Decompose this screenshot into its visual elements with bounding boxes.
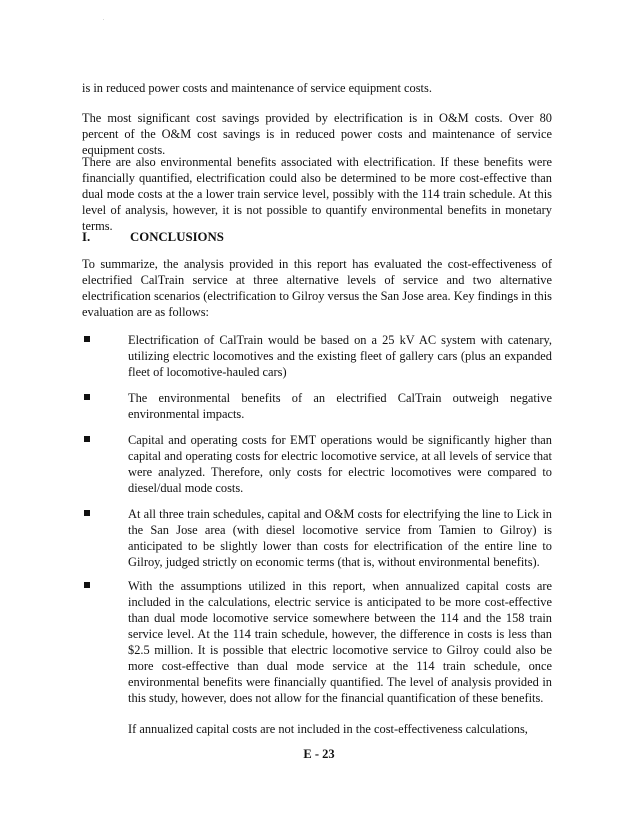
environmental-benefits-paragraph: There are also environmental benefits associated with electrification. If these benefits were financially quantified, electrification could also be determined to be more cost-effective than dual mode costs at the a lower train service level, possibly with the 114 train schedule. At this level of analysis, however, it is not possible to quantify environmental benefits in monetary terms. — [82, 155, 552, 233]
page-number: E - 23 — [303, 747, 335, 761]
square-bullet-icon — [84, 582, 90, 588]
section-number: I. — [82, 230, 91, 244]
square-bullet-icon — [84, 394, 90, 400]
section-title: CONCLUSIONS — [130, 230, 224, 244]
final-paragraph: If annualized capital costs are not included in the cost-effectiveness calculations, — [128, 722, 528, 736]
finding-text: Capital and operating costs for EMT operations would be significantly higher than capital and operating costs for electric locomotive service, at all levels of service that were analyzed. Therefore, only costs for electric locomotives were compared to diesel/dual mode costs. — [128, 433, 552, 495]
continuation-paragraph: is in reduced power costs and maintenance of service equipment costs. — [82, 81, 432, 95]
scan-speck — [103, 19, 104, 20]
savings-paragraph: The most significant cost savings provided by electrification is in O&M costs. Over 80 percent of the O&M cost savings is in reduced power costs and maintenance of service equipment costs. — [82, 111, 552, 157]
finding-text: The environmental benefits of an electrified CalTrain outweigh negative environmental impacts. — [128, 391, 552, 421]
section-heading — [82, 229, 552, 245]
square-bullet-icon — [84, 436, 90, 442]
square-bullet-icon — [84, 336, 90, 342]
square-bullet-icon — [84, 510, 90, 516]
finding-text: Electrification of CalTrain would be based on a 25 kV AC system with catenary, utilizing electric locomotives and the existing fleet of gallery cars (plus an expanded fleet of locomotive-hauled cars) — [128, 333, 552, 379]
finding-text: With the assumptions utilized in this report, when annualized capital costs are included in the calculations, electric service is anticipated to be more cost-effective than dual mode locomotive service somewhere between the 114 and the 158 train service level. At the 114 train schedule, however, the difference in costs is less than $2.5 million. It is possible that electric locomotive service to Gilroy could also be more cost-effective than dual mode service at the 114 train schedule, once environmental benefits were financially quantified. The level of analysis provided in this study, however, does not allow for the financial quantification of these benefits. — [128, 579, 552, 705]
finding-text: At all three train schedules, capital and O&M costs for electrifying the line to Lick in the San Jose area (with diesel locomotive service from Tamien to Gilroy) is anticipated to be slightly lower than costs for electrification of the entire line to Gilroy, judged strictly on economic terms (that is, without environmental benefits). — [128, 507, 552, 569]
summary-paragraph: To summarize, the analysis provided in this report has evaluated the cost-effectiveness of electrified CalTrain service at three alternative levels of service and two alternative electrification scenarios (electrification to Gilroy versus the San Jose area. Key findings in this evaluation are as follows: — [82, 257, 552, 319]
